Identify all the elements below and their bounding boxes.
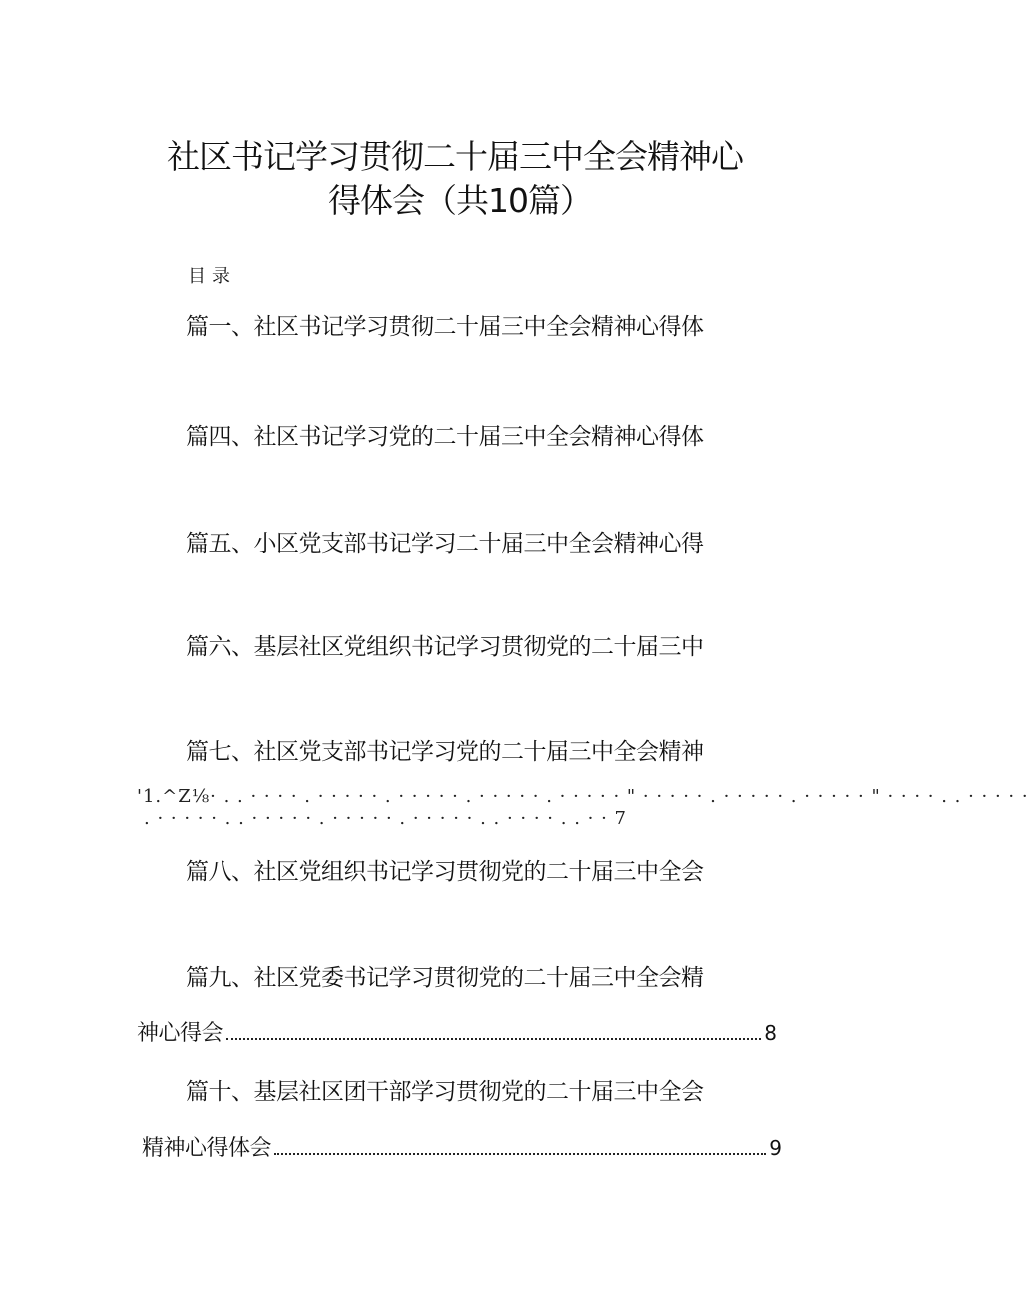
toc-entry-9-continuation-text: 神心得会 bbox=[137, 1021, 224, 1046]
toc-entry-10[interactable]: 篇十、基层社区团干部学习贯彻党的二十届三中全会 bbox=[186, 1079, 704, 1105]
page-number: 9 bbox=[769, 1136, 782, 1160]
toc-entry-4[interactable]: 篇四、社区书记学习党的二十届三中全会精神心得体 bbox=[186, 424, 704, 450]
toc-entry-7[interactable]: 篇七、社区党支部书记学习党的二十届三中全会精神 bbox=[186, 739, 704, 765]
toc-garbled-leader-line-1: '1.^Z⅛· . . · · · · . · · · · · . · · · · · . · · · · · . · · · · · " · · · · · . · · · · · . · · · · · " · · · · . . · · · · · bbox=[137, 786, 1029, 807]
toc-entry-1[interactable]: 篇一、社区书记学习贯彻二十届三中全会精神心得体 bbox=[186, 314, 704, 340]
document-title-line-1: 社区书记学习贯彻二十届三中全会精神心 bbox=[167, 137, 743, 176]
toc-entry-9-continuation[interactable] bbox=[137, 1019, 777, 1048]
toc-entry-5[interactable]: 篇五、小区党支部书记学习二十届三中全会精神心得 bbox=[186, 531, 704, 557]
toc-heading: 目录 bbox=[188, 266, 236, 287]
toc-entry-8[interactable]: 篇八、社区党组织书记学习贯彻党的二十届三中全会 bbox=[186, 859, 704, 885]
toc-entry-10-continuation[interactable] bbox=[142, 1134, 782, 1163]
page-number: 8 bbox=[764, 1021, 777, 1045]
toc-entry-6[interactable]: 篇六、基层社区党组织书记学习贯彻党的二十届三中 bbox=[186, 634, 704, 660]
dot-leader bbox=[226, 1037, 761, 1040]
toc-garbled-leader-line-2: . · · · · · . . · · · · · . · · · · · . · · · · · . . · · · · . . · · 7 bbox=[144, 808, 627, 829]
toc-entry-9[interactable]: 篇九、社区党委书记学习贯彻党的二十届三中全会精 bbox=[186, 965, 704, 991]
dot-leader bbox=[274, 1152, 766, 1155]
toc-entry-10-continuation-text: 精神心得体会 bbox=[142, 1136, 272, 1161]
document-title-line-2: 得体会（共10篇） bbox=[328, 181, 592, 220]
